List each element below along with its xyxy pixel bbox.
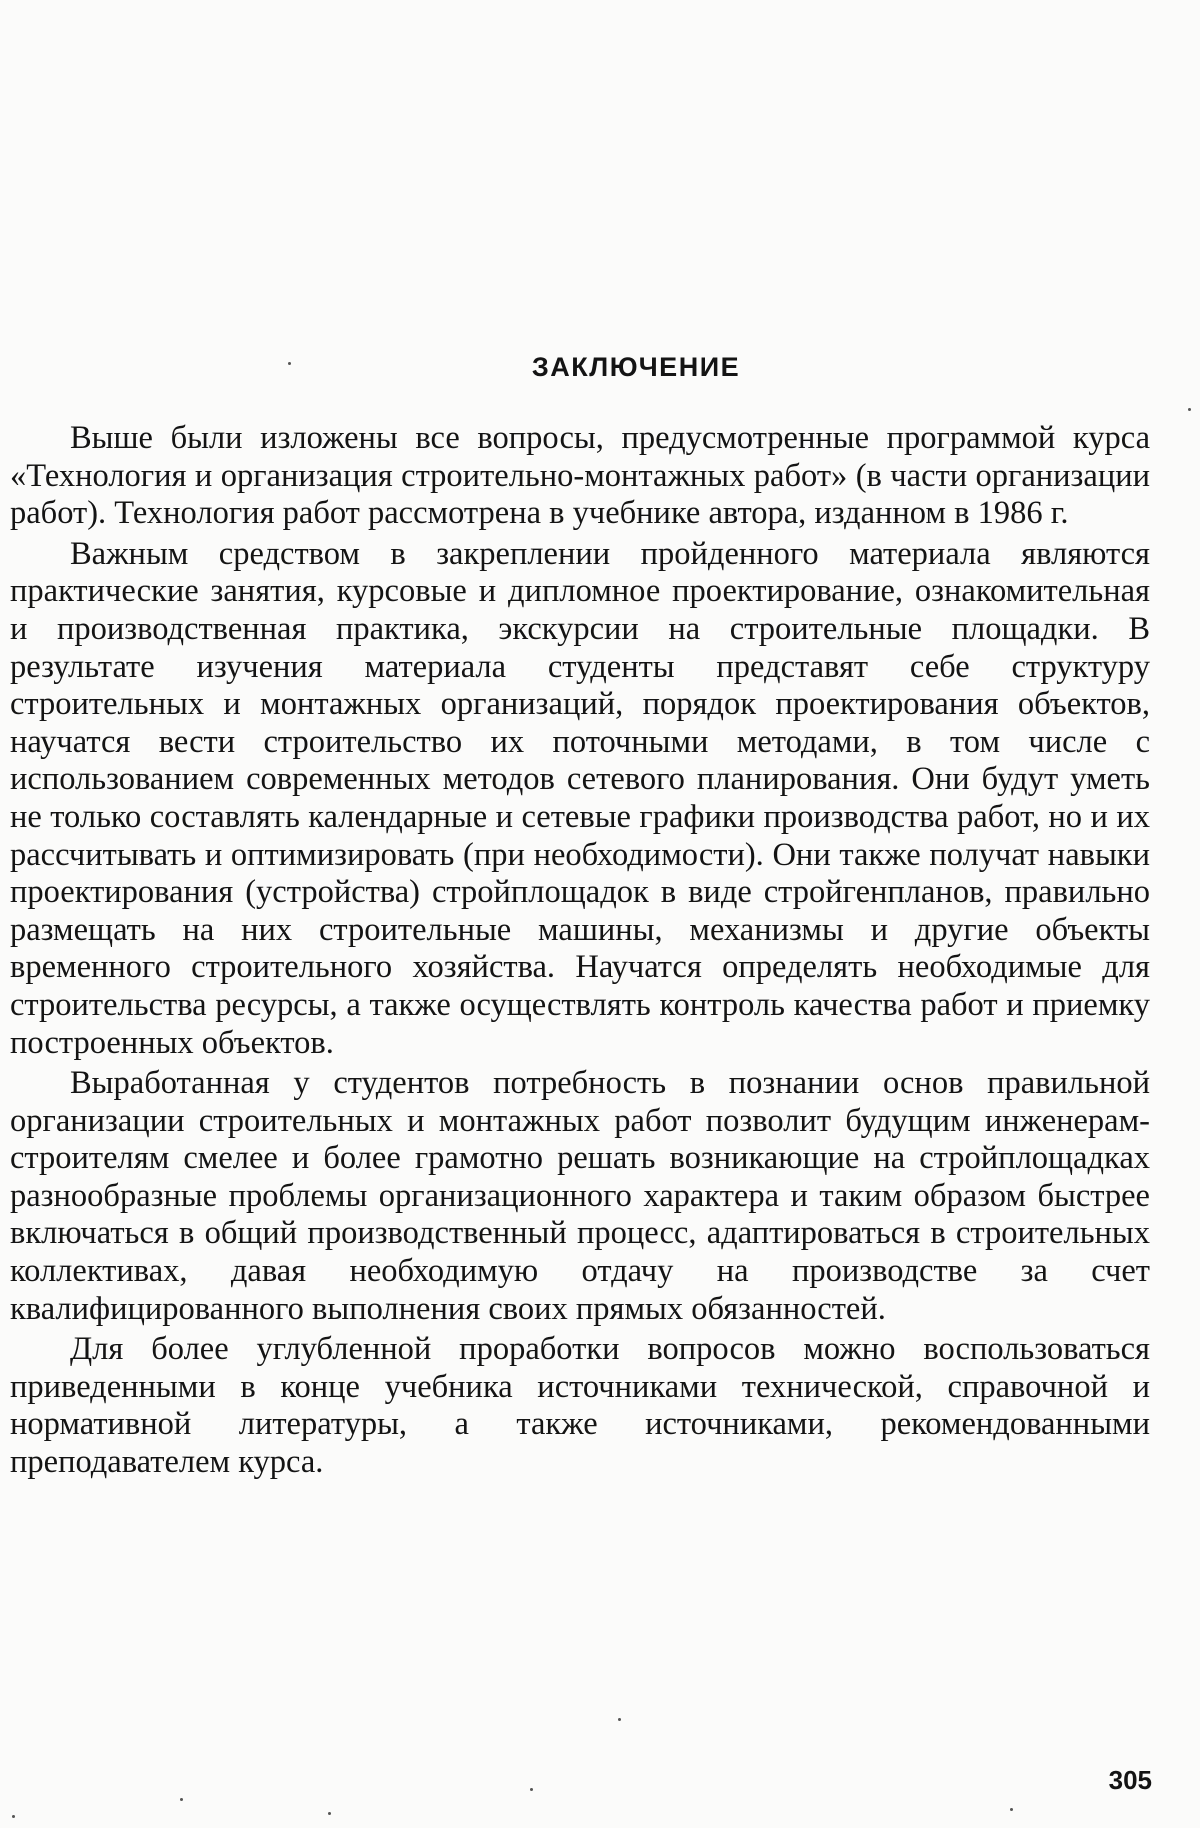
paragraph-4: Для более углубленной проработки вопросов можно воспользоваться приведенными в конце учебника источниками технической, справочной и нормативной литературы, а также источниками, рекомендованными преподавателем курса.	[10, 1331, 1150, 1481]
scan-speck	[530, 1788, 533, 1791]
page-number: 305	[1108, 1765, 1152, 1795]
paragraph-1: Выше были изложены все вопросы, предусмотренные программой курса «Технология и организация строительно-монтажных работ» (в части организации работ). Технология работ рассмотрена в учебнике автора, изданном в 1986 г.	[10, 420, 1150, 532]
scan-speck	[1188, 408, 1191, 411]
scan-speck	[328, 1812, 331, 1815]
scan-speck	[1010, 1808, 1013, 1811]
scan-speck	[618, 1718, 621, 1721]
paragraph-3: Выработанная у студентов потребность в познании основ правильной организации строительных и монтажных работ позволит будущим инженерам-строителям смелее и более грамотно решать возникающие на стройплощадках разнообразные проблемы организационного характера и таким образом быстрее включаться в общий производственный процесс, адаптироваться в строительных коллективах, давая необходимую отдачу на производстве за счет квалифицированного выполнения своих прямых обязанностей.	[10, 1065, 1150, 1327]
body-text	[10, 420, 1150, 1485]
scan-speck	[12, 1815, 15, 1818]
chapter-heading: ЗАКЛЮЧЕНИЕ	[531, 352, 741, 382]
scan-speck	[180, 1798, 183, 1801]
scan-speck	[288, 362, 291, 365]
paragraph-2: Важным средством в закреплении пройденного материала являются практические занятия, курсовые и дипломное проектирование, ознакомительная и производственная практика, экскурсии на строительные площадки. В результате изучения материала студенты представят себе структуру строительных и монтажных организаций, порядок проектирования объектов, научатся вести строительство их поточными методами, в том числе с использованием современных методов сетевого планирования. Они будут уметь не только составлять календарные и сетевые графики производства работ, но и их рассчитывать и оптимизировать (при необходимости). Они также получат навыки проектирования (устройства) стройплощадок в виде стройгенпланов, правильно размещать на них строительные машины, механизмы и другие объекты временного строительного хозяйства. Научатся определять необходимые для строительства ресурсы, а также осуществлять контроль качества работ и приемку построенных объектов.	[10, 535, 1150, 1061]
